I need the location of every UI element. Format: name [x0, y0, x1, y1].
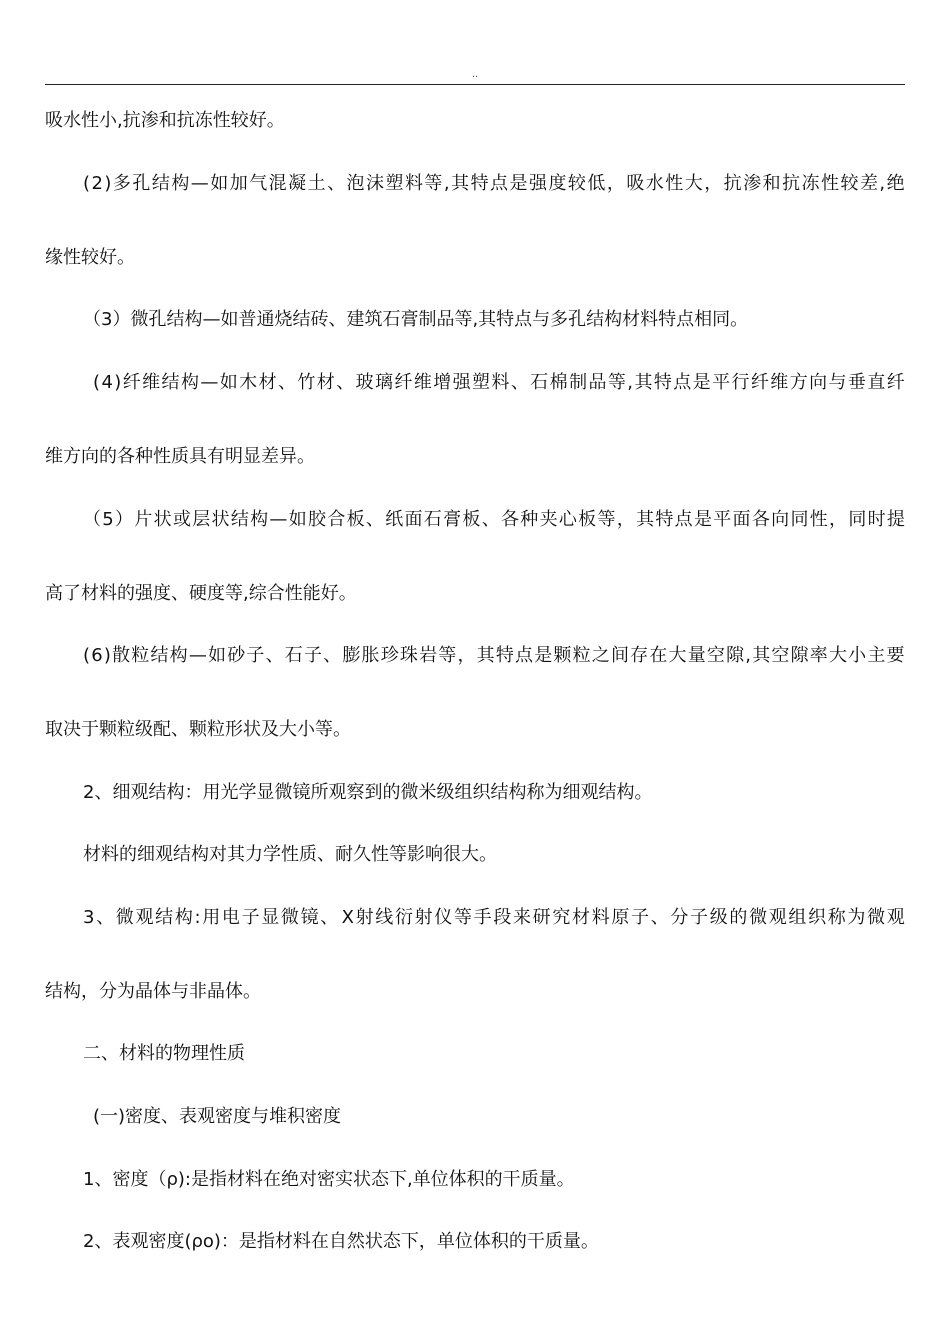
- paragraph-line: 2、细观结构：用光学显微镜所观察到的微米级组织结构称为细观结构。: [83, 782, 653, 803]
- char: 是: [692, 372, 711, 393]
- char: 板: [578, 509, 597, 530]
- char: 要: [886, 645, 905, 666]
- char: 石: [284, 645, 303, 666]
- char: (: [83, 645, 91, 666]
- char: 较: [840, 173, 859, 194]
- char: 3: [83, 907, 95, 928]
- char: 其: [752, 645, 771, 666]
- char: 射: [414, 907, 433, 928]
- char: 胶: [308, 509, 327, 530]
- char: 料: [491, 372, 510, 393]
- paragraph-line: 材料的细观结构对其力学性质、耐久性等影响很大。: [83, 844, 497, 865]
- char: 结: [155, 907, 174, 928]
- char: (: [83, 173, 91, 194]
- char: 垂: [847, 372, 866, 393]
- char: 的: [729, 907, 748, 928]
- char: 材: [258, 372, 277, 393]
- char: 平: [712, 372, 731, 393]
- char: 纤: [122, 372, 141, 393]
- char: 如: [219, 372, 238, 393]
- char: 空: [706, 645, 725, 666]
- char: 点: [490, 173, 509, 194]
- char: 合: [327, 509, 346, 530]
- char: 级: [709, 907, 728, 928]
- char: 维: [142, 372, 161, 393]
- char: 颗: [553, 645, 572, 666]
- paragraph-line-justified: [83, 643, 905, 669]
- char: 竹: [297, 372, 316, 393]
- char: 种: [520, 509, 539, 530]
- char: 心: [558, 509, 577, 530]
- paragraph-line: 高了材料的强度、硬度等,综合性能好。: [45, 583, 357, 604]
- char: 泡: [346, 173, 365, 194]
- char: 性: [665, 173, 684, 194]
- char: 砂: [227, 645, 246, 666]
- char: 结: [150, 645, 169, 666]
- char: 率: [809, 645, 828, 666]
- char: ，: [829, 509, 848, 530]
- char: 膏: [443, 509, 462, 530]
- char: 等: [597, 509, 616, 530]
- paragraph-line: （3）微孔结构—如普通烧结砖、建筑石膏制品等,其特点与多孔结构材料特点相同。: [83, 309, 749, 330]
- char: 同: [790, 509, 809, 530]
- char: 是: [509, 173, 528, 194]
- char: 分: [670, 907, 689, 928]
- char: 较: [567, 173, 586, 194]
- char: 等: [424, 173, 443, 194]
- char: 材: [316, 372, 335, 393]
- char: 为: [847, 907, 866, 928]
- char: 状: [153, 509, 172, 530]
- char: 线: [375, 907, 394, 928]
- char: 镜: [300, 907, 319, 928]
- char: 隙: [790, 645, 809, 666]
- paragraph-line-justified: [83, 507, 905, 533]
- char: 特: [655, 509, 674, 530]
- char: 大: [828, 645, 847, 666]
- char: 孔: [132, 173, 151, 194]
- char: 来: [513, 907, 531, 928]
- char: 特: [653, 372, 672, 393]
- char: 木: [239, 372, 258, 393]
- char: 观: [135, 907, 154, 928]
- char: 、: [365, 509, 384, 530]
- char: 棉: [549, 372, 568, 393]
- char: 隙: [726, 645, 745, 666]
- char: 材: [572, 907, 591, 928]
- char: 如: [210, 173, 229, 194]
- char: 性: [821, 173, 839, 194]
- char: 等: [453, 907, 472, 928]
- char: ): [114, 372, 122, 393]
- char: 玻: [355, 372, 374, 393]
- header-mark: ..: [472, 70, 478, 80]
- char: 子: [690, 907, 709, 928]
- char: 构: [174, 907, 193, 928]
- char: 璃: [375, 372, 394, 393]
- char: (: [93, 372, 101, 393]
- char: 结: [151, 173, 170, 194]
- char: 凝: [288, 173, 307, 194]
- char: 性: [809, 509, 828, 530]
- header-rule: [45, 84, 905, 85]
- char: 研: [532, 907, 551, 928]
- char: 品: [588, 372, 607, 393]
- char: 纸: [385, 509, 404, 530]
- char: 仪: [434, 907, 453, 928]
- paragraph-line: 取决于颗粒级配、颗粒形状及大小等。: [45, 719, 351, 740]
- char: 衍: [394, 907, 413, 928]
- char: 点: [515, 645, 534, 666]
- char: 结: [161, 372, 180, 393]
- char: 大: [668, 645, 687, 666]
- char: 各: [500, 509, 519, 530]
- char: 等: [607, 372, 626, 393]
- char: 5: [102, 509, 114, 530]
- char: 构: [180, 372, 199, 393]
- char: 如: [288, 509, 307, 530]
- char: 间: [610, 645, 629, 666]
- char: 夹: [539, 509, 558, 530]
- char: 微: [280, 907, 299, 928]
- char: :: [194, 907, 201, 928]
- char: 与: [828, 372, 847, 393]
- char: 绝: [886, 173, 905, 194]
- char: 称: [827, 907, 846, 928]
- char: 构: [171, 173, 190, 194]
- paragraph-line: 吸水性小,抗渗和抗冻性较好。: [45, 110, 285, 131]
- char: 行: [731, 372, 750, 393]
- char: （: [83, 509, 101, 530]
- char: 度: [548, 173, 567, 194]
- char: 差: [859, 173, 878, 194]
- char: 、: [650, 907, 669, 928]
- char: 6: [91, 645, 103, 666]
- char: 板: [462, 509, 481, 530]
- char: 微: [115, 907, 134, 928]
- char: —: [188, 645, 207, 666]
- char: 等: [438, 645, 457, 666]
- char: 层: [192, 509, 211, 530]
- char: 特: [495, 645, 514, 666]
- char: 混: [268, 173, 287, 194]
- char: 渗: [743, 173, 762, 194]
- char: 和: [762, 173, 781, 194]
- char: ,: [627, 372, 634, 393]
- char: 胀: [361, 645, 380, 666]
- char: 量: [687, 645, 706, 666]
- char: —: [269, 509, 288, 530]
- char: 显: [261, 907, 280, 928]
- char: ，: [616, 509, 635, 530]
- char: 段: [493, 907, 512, 928]
- char: 多: [112, 173, 131, 194]
- char: 石: [423, 509, 442, 530]
- char: ): [104, 173, 112, 194]
- char: 面: [404, 509, 423, 530]
- char: 、: [277, 372, 296, 393]
- char: 射: [355, 907, 374, 928]
- char: 、: [327, 173, 346, 194]
- char: 平: [713, 509, 732, 530]
- char: 、: [265, 645, 284, 666]
- char: 纤: [750, 372, 769, 393]
- char: 在: [649, 645, 668, 666]
- char: ,: [443, 173, 450, 194]
- char: 强: [528, 173, 547, 194]
- char: 维: [770, 372, 789, 393]
- char: 同: [848, 509, 867, 530]
- char: 特: [470, 173, 489, 194]
- char: 存: [630, 645, 649, 666]
- char: 是: [693, 509, 712, 530]
- char: 珍: [380, 645, 399, 666]
- char: —: [190, 173, 209, 194]
- char: 、: [336, 372, 355, 393]
- char: 织: [808, 907, 827, 928]
- paragraph-line: 维方向的各种性质具有明显差异。: [45, 446, 315, 467]
- char: 4: [101, 372, 113, 393]
- char: 构: [250, 509, 269, 530]
- subsection-heading: (一)密度、表观密度与堆积密度: [93, 1106, 342, 1127]
- char: 子: [303, 645, 322, 666]
- char: 小: [848, 645, 867, 666]
- char: 向: [771, 509, 790, 530]
- char: 电: [221, 907, 240, 928]
- char: 土: [307, 173, 326, 194]
- char: ）: [115, 509, 134, 530]
- char: ,: [879, 173, 886, 194]
- char: 粒: [572, 645, 591, 666]
- char: 或: [172, 509, 191, 530]
- char: 岩: [419, 645, 438, 666]
- char: 空: [771, 645, 790, 666]
- char: ，: [457, 645, 476, 666]
- char: 状: [211, 509, 230, 530]
- char: 膨: [342, 645, 361, 666]
- char: 抗: [723, 173, 742, 194]
- char: X: [341, 907, 354, 928]
- char: 制: [569, 372, 588, 393]
- char: 强: [452, 372, 471, 393]
- char: 石: [530, 372, 549, 393]
- char: 2: [91, 173, 103, 194]
- char: 向: [809, 372, 828, 393]
- char: 面: [732, 509, 751, 530]
- char: 子: [631, 907, 650, 928]
- char: 珠: [399, 645, 418, 666]
- char: 、: [323, 645, 342, 666]
- char: 维: [413, 372, 432, 393]
- paragraph-line: 2、表观密度(ρo)：是指材料在自然状态下，单位体积的干质量。: [83, 1231, 599, 1252]
- char: 增: [433, 372, 452, 393]
- char: 冻: [801, 173, 820, 194]
- section-heading: 二、材料的物理性质: [83, 1043, 245, 1064]
- char: 抗: [782, 173, 801, 194]
- char: ): [103, 645, 111, 666]
- char: ,: [745, 645, 751, 666]
- char: 其: [451, 173, 470, 194]
- paragraph-line-justified: [93, 370, 905, 396]
- char: 气: [249, 173, 268, 194]
- char: 主: [867, 645, 886, 666]
- char: 观: [886, 907, 905, 928]
- char: 究: [552, 907, 571, 928]
- char: 料: [404, 173, 423, 194]
- char: 料: [591, 907, 610, 928]
- char: 点: [674, 509, 693, 530]
- char: 微: [867, 907, 886, 928]
- char: ，: [606, 173, 625, 194]
- char: 子: [241, 907, 260, 928]
- char: 、: [481, 509, 500, 530]
- char: 时: [867, 509, 886, 530]
- char: 纤: [394, 372, 413, 393]
- char: 沫: [366, 173, 385, 194]
- char: 是: [534, 645, 553, 666]
- char: 其: [634, 372, 653, 393]
- char: 、: [320, 907, 339, 928]
- char: 散: [112, 645, 131, 666]
- paragraph-line-justified: [83, 905, 905, 931]
- char: 结: [230, 509, 249, 530]
- char: 如: [208, 645, 227, 666]
- char: 水: [645, 173, 664, 194]
- char: 低: [587, 173, 606, 194]
- char: 板: [346, 509, 365, 530]
- char: 构: [169, 645, 188, 666]
- char: 观: [768, 907, 787, 928]
- char: 塑: [385, 173, 404, 194]
- char: 子: [246, 645, 265, 666]
- char: 其: [476, 645, 495, 666]
- char: 各: [751, 509, 770, 530]
- char: 纤: [886, 372, 905, 393]
- char: 其: [636, 509, 655, 530]
- paragraph-line: 1、密度（ρ):是指材料在绝对密实状态下,单位体积的干质量。: [83, 1169, 575, 1190]
- char: ，: [704, 173, 723, 194]
- char: 原: [611, 907, 630, 928]
- paragraph-line: 结构，分为晶体与非晶体。: [45, 981, 261, 1002]
- char: 加: [229, 173, 248, 194]
- char: 粒: [131, 645, 150, 666]
- char: 之: [591, 645, 610, 666]
- char: 组: [788, 907, 807, 928]
- char: 手: [473, 907, 492, 928]
- char: 片: [134, 509, 153, 530]
- char: 塑: [472, 372, 491, 393]
- char: 提: [886, 509, 905, 530]
- paragraph-line: 缘性较好。: [45, 247, 135, 268]
- char: 直: [867, 372, 886, 393]
- char: 方: [789, 372, 808, 393]
- char: 、: [96, 907, 115, 928]
- char: —: [200, 372, 219, 393]
- char: 用: [202, 907, 221, 928]
- paragraph-line-justified: [83, 171, 905, 197]
- char: 大: [684, 173, 703, 194]
- char: 吸: [626, 173, 645, 194]
- char: 、: [510, 372, 529, 393]
- char: 点: [673, 372, 692, 393]
- char: 微: [749, 907, 768, 928]
